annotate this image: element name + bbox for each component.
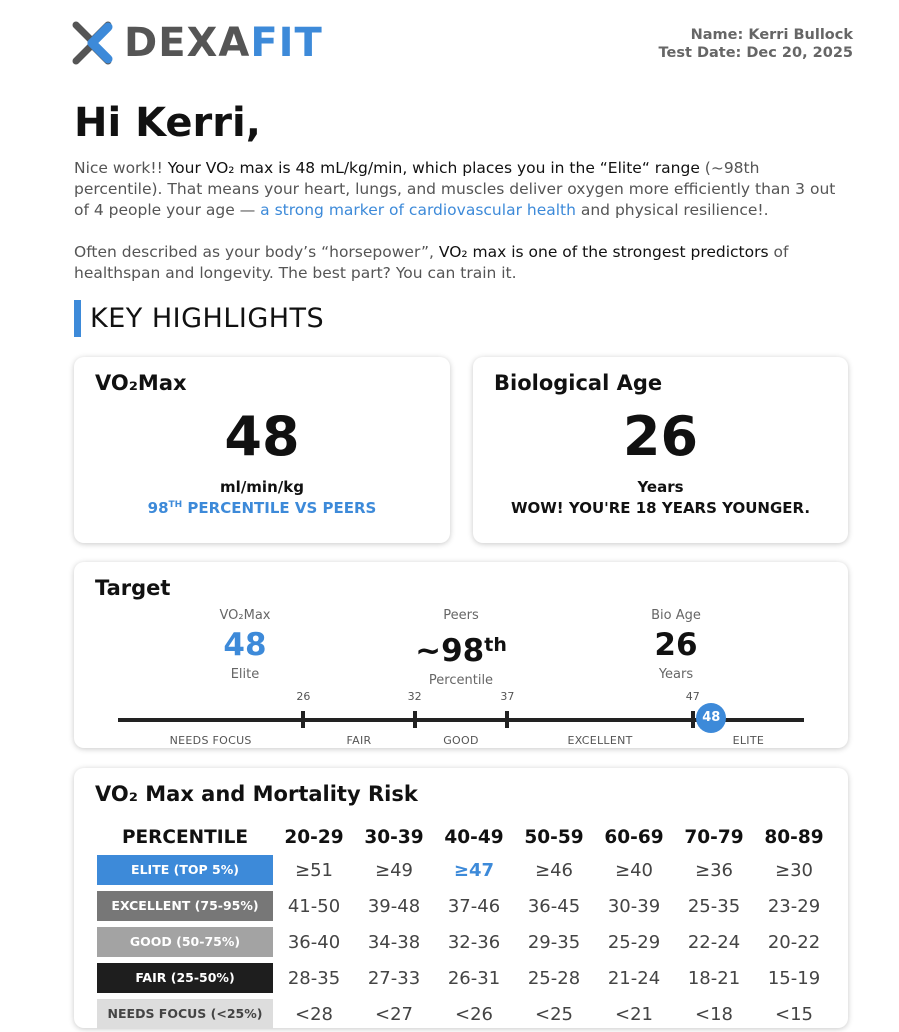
table-cell: ≥49 (375, 859, 413, 881)
scale-tick (505, 711, 509, 728)
table-cell: 20-22 (767, 931, 821, 953)
target-bioage-col (586, 608, 766, 682)
intro-segment: (~98th percentile). That means your heart, lungs, and muscles deliver oxygen more efficiently than 3 out of 4 people your age — (74, 159, 836, 219)
percentile-column-header: PERCENTILE (121, 826, 249, 848)
intro-segment: of healthspan and longevity. The best part? You can train it. (74, 243, 789, 282)
greeting: Hi Kerri, (74, 100, 261, 146)
intro-link-text: a strong marker of cardiovascular health (260, 201, 576, 219)
table-cell: ≥40 (615, 859, 653, 881)
vo2max-percentile (74, 499, 450, 517)
age-column-header: 30-39 (364, 826, 424, 848)
target-vo2max-caption: Elite (230, 667, 260, 682)
scale-tick-label: 37 (500, 690, 515, 703)
scale-zone-label: ELITE (732, 734, 765, 747)
table-cell: ≥30 (775, 859, 813, 881)
percentile-number: 98 (147, 499, 169, 517)
age-column-header: 80-89 (764, 826, 824, 848)
table-row (96, 996, 834, 1032)
table-cell: 32-36 (447, 931, 501, 953)
intro-segment: VO₂ max is one of the strongest predictors (438, 243, 769, 261)
table-cell: 36-40 (287, 931, 341, 953)
table-cell: <27 (375, 1003, 413, 1025)
brand-name-part2: FIT (250, 20, 323, 66)
intro-segment: Nice work!! (74, 159, 168, 177)
table-row (96, 924, 834, 960)
scale-tick-label: 26 (296, 690, 311, 703)
brand-wordmark (124, 18, 323, 68)
mortality-risk-card (74, 768, 848, 1028)
category-badge: FAIR (25-50%) (97, 963, 273, 993)
percentile-suffix: TH (168, 500, 183, 510)
vo2max-card-title: VO₂Max (95, 371, 187, 395)
table-cell: ≥46 (535, 859, 573, 881)
category-cell (96, 888, 274, 924)
table-cell: 18-21 (687, 967, 741, 989)
table-cell: 25-35 (687, 895, 741, 917)
table-cell: 25-28 (527, 967, 581, 989)
table-cell: <18 (695, 1003, 733, 1025)
table-cell: 41-50 (287, 895, 341, 917)
target-vo2max-value (155, 627, 335, 663)
table-cell: <28 (295, 1003, 333, 1025)
target-peers-number: ~98 (415, 633, 485, 669)
mortality-table-header (96, 822, 834, 852)
intro-paragraph-1 (74, 158, 844, 221)
table-cell: 25-29 (607, 931, 661, 953)
intro-segment: Your VO₂ max is 48 mL/kg/min, which places you in the “Elite“ range (167, 159, 700, 177)
category-cell (96, 960, 274, 996)
table-cell: ≥47 (453, 859, 495, 881)
biological-age-card (473, 357, 848, 543)
category-badge: NEEDS FOCUS (<25%) (97, 999, 273, 1029)
scale-zone-label: EXCELLENT (567, 734, 633, 747)
table-cell: 15-19 (767, 967, 821, 989)
table-cell: ≥36 (695, 859, 733, 881)
table-row (96, 888, 834, 924)
target-vo2max-number: 48 (223, 627, 267, 663)
table-cell: 34-38 (367, 931, 421, 953)
table-cell: 23-29 (767, 895, 821, 917)
target-peers-value (371, 627, 551, 669)
table-cell: 30-39 (607, 895, 661, 917)
table-cell: <15 (775, 1003, 813, 1025)
scale-tick (301, 711, 305, 728)
target-peers-caption: Percentile (428, 673, 494, 688)
scale-tick (691, 711, 695, 728)
category-badge: EXCELLENT (75-95%) (97, 891, 273, 921)
table-cell: 22-24 (687, 931, 741, 953)
scale-tick (413, 711, 417, 728)
table-cell: 36-45 (527, 895, 581, 917)
target-peers-col (371, 608, 551, 688)
target-bioage-value (586, 627, 766, 663)
age-column-header: 70-79 (684, 826, 744, 848)
scale-tick-label: 32 (407, 690, 422, 703)
table-cell: 27-33 (367, 967, 421, 989)
biological-age-value: 26 (622, 405, 699, 468)
scale-zone-label: GOOD (443, 734, 479, 747)
target-bioage-label: Bio Age (651, 608, 701, 623)
table-cell: 29-35 (527, 931, 581, 953)
table-cell: 37-46 (447, 895, 501, 917)
scale-zone-label: NEEDS FOCUS (169, 734, 252, 747)
target-card-title: Target (95, 576, 171, 600)
vo2max-unit: ml/min/kg (220, 478, 304, 496)
mortality-table-body (96, 852, 834, 1032)
mortality-table (96, 822, 834, 1032)
vo2max-card (74, 357, 450, 543)
category-badge: GOOD (50-75%) (97, 927, 273, 957)
section-accent-bar (74, 300, 81, 337)
age-column-header: 20-29 (284, 826, 344, 848)
intro-segment: Often described as your body’s “horsepower”, (74, 243, 439, 261)
target-bioage-number: 26 (654, 627, 698, 663)
intro-segment: and physical resilience!. (575, 201, 769, 219)
age-column-header: 60-69 (604, 826, 664, 848)
table-cell: 39-48 (367, 895, 421, 917)
age-column-header: 50-59 (524, 826, 584, 848)
table-cell: ≥51 (295, 859, 333, 881)
target-vo2max-col (155, 608, 335, 682)
percentile-text: PERCENTILE VS PEERS (182, 499, 377, 517)
section-title (74, 300, 324, 337)
biological-age-unit: Years (637, 478, 684, 496)
vo2max-value: 48 (224, 405, 300, 468)
table-cell: <26 (455, 1003, 493, 1025)
table-row (96, 960, 834, 996)
biological-age-card-title: Biological Age (494, 371, 663, 395)
header (68, 18, 853, 78)
intro-paragraph-2 (74, 242, 844, 284)
category-cell (96, 924, 274, 960)
vo2max-scale-bar (118, 690, 804, 725)
scale-tick-label: 47 (685, 690, 700, 703)
table-cell: 28-35 (287, 967, 341, 989)
table-cell: 26-31 (447, 967, 501, 989)
category-badge: ELITE (TOP 5%) (97, 855, 273, 885)
category-cell (96, 852, 274, 888)
biological-age-note: WOW! YOU'RE 18 YEARS YOUNGER. (510, 499, 811, 517)
table-cell: 21-24 (607, 967, 661, 989)
brand-name-part1: DEXA (124, 20, 251, 66)
target-peers-label: Peers (443, 608, 479, 623)
patient-name: Name: Kerri Bullock (690, 27, 853, 43)
test-date: Test Date: Dec 20, 2025 (658, 45, 853, 61)
patient-meta (659, 26, 853, 62)
category-cell (96, 996, 274, 1032)
table-cell: <21 (615, 1003, 653, 1025)
scale-zone-label: FAIR (346, 734, 372, 747)
target-vo2max-label: VO₂Max (219, 608, 271, 623)
target-peers-suffix: th (484, 634, 507, 656)
vo2max-marker: 48 (696, 703, 726, 733)
table-row (96, 852, 834, 888)
table-cell: <25 (535, 1003, 573, 1025)
brand-logo (68, 18, 323, 68)
age-column-header: 40-49 (444, 826, 504, 848)
key-highlights-heading: KEY HIGHLIGHTS (90, 303, 325, 334)
mortality-card-title: VO₂ Max and Mortality Risk (95, 782, 418, 806)
target-bioage-caption: Years (658, 667, 694, 682)
x-mark-logo-icon (68, 19, 116, 67)
target-card (74, 562, 848, 748)
intro-text (74, 158, 844, 305)
